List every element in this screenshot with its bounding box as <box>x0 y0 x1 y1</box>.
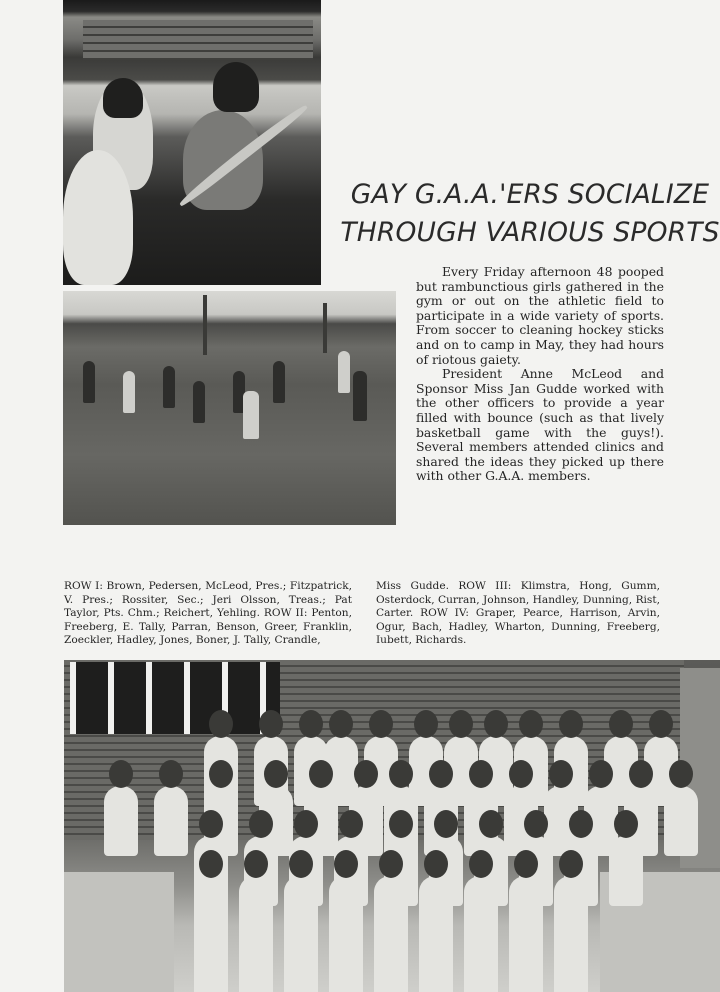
girl-head <box>294 810 318 838</box>
girl-head <box>329 710 353 738</box>
girl-head <box>199 850 223 878</box>
girl-head <box>569 810 593 838</box>
player-figure <box>273 361 285 403</box>
girl-head <box>434 810 458 838</box>
girl-head <box>339 810 363 838</box>
girl-head <box>109 760 133 788</box>
caption-right-column: Miss Gudde. ROW III: Klimstra, Hong, Gumm, Osterdock, Curran, Johnson, Handley, Dunning, Rist, Carter. ROW IV: Graper, Pearce, Harrison, Arvin, Ogur, Bach, Hadley, Wharton, Dunning, Freeberg, Iubett, Richards. <box>376 580 660 647</box>
girl-head <box>414 710 438 738</box>
girl-head <box>389 810 413 838</box>
girl-head <box>469 850 493 878</box>
girl-head <box>259 710 283 738</box>
photo-field-hockey-game <box>63 291 396 525</box>
player-figure <box>338 351 350 393</box>
girl-head <box>649 710 673 738</box>
girl-head <box>484 710 508 738</box>
girl-figure <box>509 876 543 992</box>
girl-figure <box>664 786 698 856</box>
girl-figure <box>464 876 498 992</box>
girl-figure <box>329 876 363 992</box>
body-paragraph-2: President Anne McLeod and Sponsor Miss Jan Gudde worked with the other officers to provide a year filled with bounce (such as that lively basketball game with the guys!). Several members attended clinics and shared the ideas they picked up there with other G.A.A. members. <box>416 366 664 484</box>
girl-head <box>199 810 223 838</box>
player-figure <box>123 371 135 413</box>
girl-head <box>519 710 543 738</box>
girl-head <box>669 760 693 788</box>
girl-head <box>159 760 183 788</box>
girl-head <box>369 710 393 738</box>
player-figure <box>243 391 259 439</box>
caption-left-column: ROW I: Brown, Pedersen, McLeod, Pres.; Fitzpatrick, V. Pres.; Rossiter, Sec.; Jeri Olsson, Treas.; Pat Taylor, Pts. Chm.; Reichert, Yehling. ROW II: Penton, Freeberg, E. Tally, Parran, Benson, Greer, Franklin, Zoeckler, Hadley, Jones, Boner, J. Tally, Crandle, <box>64 580 352 647</box>
photo-girls-with-hockey-sticks <box>63 0 321 285</box>
girl-head <box>309 760 333 788</box>
tree <box>203 295 207 355</box>
photo-gaa-group-portrait <box>64 660 720 992</box>
girl-head <box>354 760 378 788</box>
girl-head <box>609 710 633 738</box>
girl-head <box>589 760 613 788</box>
girl-head <box>509 760 533 788</box>
girl-figure <box>419 876 453 992</box>
girl-figure <box>284 876 318 992</box>
girl-figure <box>154 786 188 856</box>
headline-line-2: THROUGH VARIOUS SPORTS <box>340 217 720 248</box>
girl-head <box>549 760 573 788</box>
girl-head <box>559 850 583 878</box>
brick-wall <box>83 20 313 60</box>
tree <box>323 303 327 353</box>
girl-head <box>209 760 233 788</box>
girl-head <box>514 850 538 878</box>
girl-head <box>244 850 268 878</box>
headline <box>340 176 720 252</box>
girl-head <box>389 760 413 788</box>
building-windows <box>70 662 280 734</box>
player-figure <box>163 366 175 408</box>
girl-head <box>449 710 473 738</box>
girl-figure <box>609 836 643 906</box>
girl-head <box>614 810 638 838</box>
girl-figure <box>554 876 588 992</box>
player-figure <box>193 381 205 423</box>
girl-head <box>299 710 323 738</box>
girl-head <box>559 710 583 738</box>
girl-figure <box>103 78 143 118</box>
body-paragraph-1: Every Friday afternoon 48 pooped but rambunctious girls gathered in the gym or out on the athletic field to participate in a wide variety of sports. From soccer to cleaning hockey sticks and on to camp in May, they had hours of riotous gaiety. <box>416 264 664 367</box>
girl-head <box>209 710 233 738</box>
girl-figure <box>239 876 273 992</box>
girl-head <box>429 760 453 788</box>
girl-head <box>424 850 448 878</box>
girl-head <box>264 760 288 788</box>
girl-figure <box>63 150 133 285</box>
girl-figure <box>194 876 228 992</box>
article-body <box>416 265 664 484</box>
girl-head <box>289 850 313 878</box>
girl-figure <box>104 786 138 856</box>
girl-figure <box>374 876 408 992</box>
stone-wall-left <box>64 872 174 992</box>
player-figure <box>83 361 95 403</box>
girl-head <box>334 850 358 878</box>
girl-head <box>469 760 493 788</box>
player-figure <box>353 371 367 421</box>
girl-head <box>629 760 653 788</box>
girl-head <box>379 850 403 878</box>
girl-head <box>524 810 548 838</box>
girl-head <box>249 810 273 838</box>
girl-head <box>479 810 503 838</box>
girl-figure <box>213 62 259 112</box>
headline-line-1: GAY G.A.A.'ERS SOCIALIZE <box>350 179 710 210</box>
